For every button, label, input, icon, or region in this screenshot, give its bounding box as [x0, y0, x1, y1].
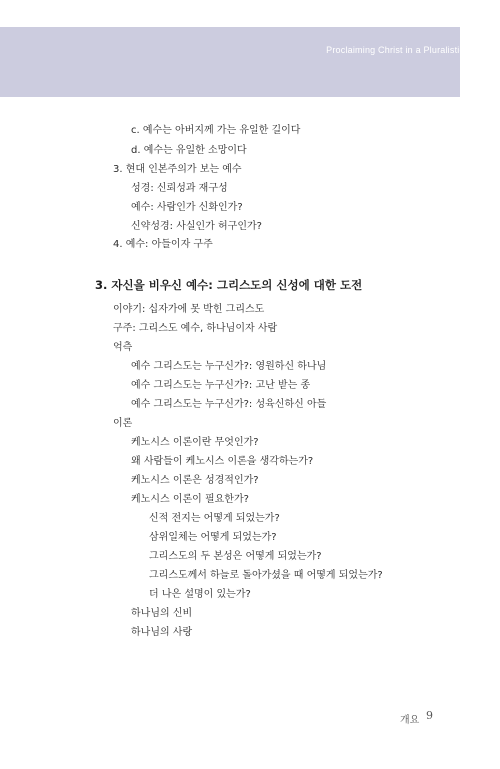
outline-item: 이론: [113, 418, 133, 429]
outline-item: 왜 사람들이 케노시스 이론을 생각하는가?: [131, 456, 314, 467]
outline-item: 이야기: 십자가에 못 박힌 그리스도: [113, 304, 265, 315]
outline-item: 성경: 신뢰성과 재구성: [131, 183, 228, 194]
outline-item: 신적 전지는 어떻게 되었는가?: [149, 513, 280, 524]
outline-item: 케노시스 이론이 필요한가?: [131, 494, 249, 505]
header-band: [0, 27, 460, 97]
outline-item: 하나님의 신비: [131, 608, 193, 619]
footer-label: 개요: [400, 715, 420, 726]
outline-item: 예수 그리스도는 누구신가?: 성육신하신 아들: [131, 399, 327, 410]
running-header-title: Proclaiming Christ in a Pluralistic Age: [326, 45, 483, 55]
outline-item: d. 예수는 유일한 소망이다: [131, 145, 247, 156]
outline-item: 4. 예수: 아들이자 구주: [113, 239, 213, 250]
outline-item: 더 나은 설명이 있는가?: [149, 589, 251, 600]
outline-item: 삼위일체는 어떻게 되었는가?: [149, 532, 277, 543]
outline-item: 3. 현대 인본주의가 보는 예수: [113, 164, 242, 175]
outline-item: 억측: [113, 342, 133, 353]
outline-item: 케노시스 이론이란 무엇인가?: [131, 437, 259, 448]
outline-item: 신약성경: 사실인가 허구인가?: [131, 221, 262, 232]
outline-item: 그리스도의 두 본성은 어떻게 되었는가?: [149, 551, 322, 562]
outline-item: c. 예수는 아버지께 가는 유일한 길이다: [131, 125, 301, 136]
outline-item: 그리스도께서 하늘로 돌아가셨을 때 어떻게 되었는가?: [149, 570, 383, 581]
outline-item: 예수: 사람인가 신화인가?: [131, 202, 243, 213]
section-heading: 3. 자신을 비우신 예수: 그리스도의 신성에 대한 도전: [95, 278, 363, 292]
outline-item: 케노시스 이론은 성경적인가?: [131, 475, 259, 486]
outline-item: 구주: 그리스도 예수, 하나님이자 사람: [113, 323, 278, 334]
outline-item: 예수 그리스도는 누구신가?: 고난 받는 종: [131, 380, 311, 391]
outline-item: 예수 그리스도는 누구신가?: 영원하신 하나님: [131, 361, 327, 372]
page-number: 9: [426, 709, 433, 722]
outline-item: 하나님의 사랑: [131, 627, 193, 638]
